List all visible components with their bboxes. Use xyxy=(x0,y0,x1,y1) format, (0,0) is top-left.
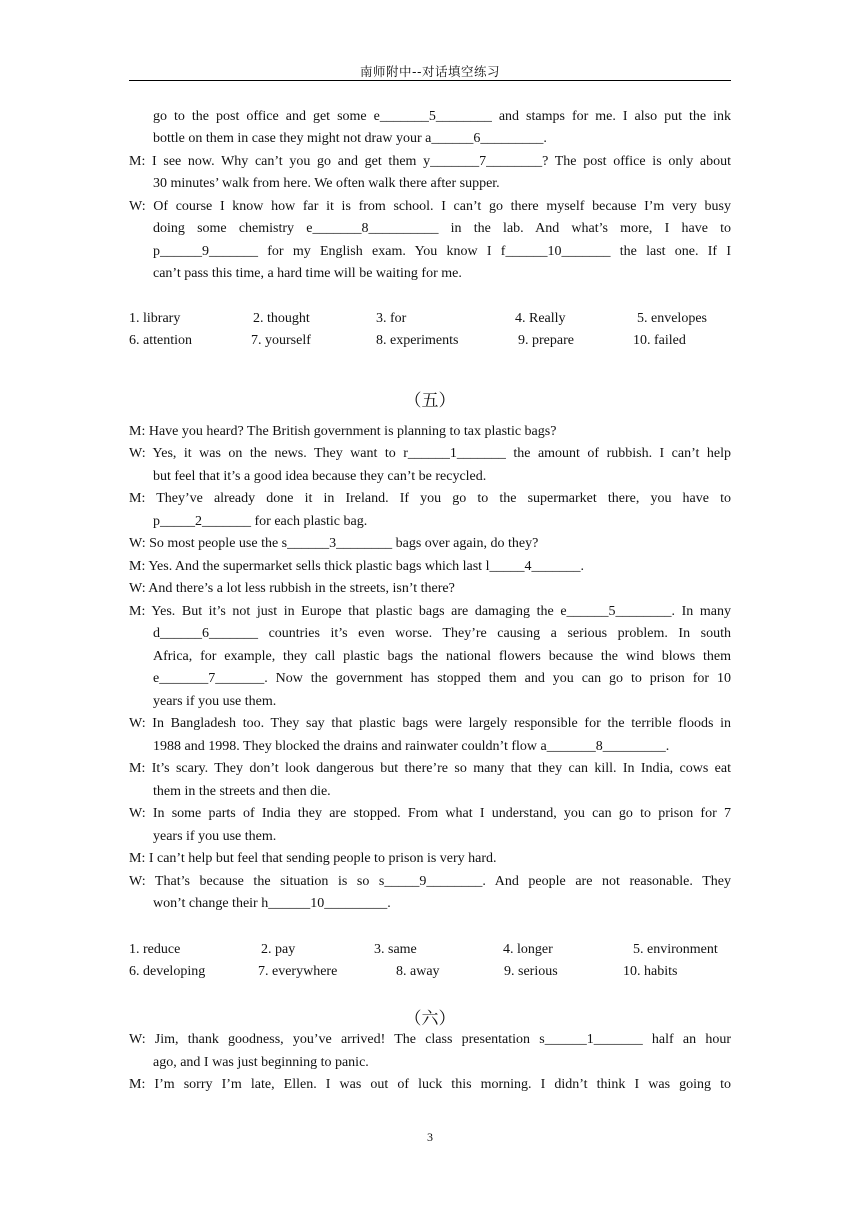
option-item: 6. developing xyxy=(129,964,206,979)
dialogue-line: M: I can’t help but feel that sending people to prison is very hard. xyxy=(129,851,497,866)
option-item: 4. Really xyxy=(515,311,566,326)
dialogue-line: but feel that it’s a good idea because they can’t be recycled. xyxy=(153,469,487,484)
dialogue-line: W: So most people use the s______3________ bags over again, do they? xyxy=(129,536,539,551)
dialogue-line: won’t change their h______10_________. xyxy=(153,896,391,911)
page-number: 3 xyxy=(427,1130,433,1144)
dialogue-line: 1988 and 1998. They blocked the drains and rainwater couldn’t flow a_______8_________. xyxy=(153,739,670,754)
section-heading: （六） xyxy=(404,1009,456,1029)
dialogue-line: W: That’s because the situation is so s_____9________. And people are not reasonable. They xyxy=(129,874,731,889)
dialogue-line: e_______7_______. Now the government has stopped them and you can go to prison for 10 xyxy=(153,671,731,686)
dialogue-line: W: Yes, it was on the news. They want to r______1_______ the amount of rubbish. I can’t help xyxy=(129,446,731,461)
dialogue-line: W: In some parts of India they are stopped. From what I understand, you can go to prison for 7 xyxy=(129,806,731,821)
page-header: 南师附中--对话填空练习 xyxy=(359,64,501,79)
option-item: 10. failed xyxy=(633,333,686,348)
dialogue-line: go to the post office and get some e_______5________ and stamps for me. I also put the ink xyxy=(153,109,731,124)
option-item: 9. prepare xyxy=(518,333,574,348)
option-item: 9. serious xyxy=(504,964,558,979)
dialogue-line: can’t pass this time, a hard time will be waiting for me. xyxy=(153,266,462,281)
dialogue-line: years if you use them. xyxy=(153,829,277,844)
section-heading: （五） xyxy=(404,391,456,411)
option-item: 7. everywhere xyxy=(258,964,338,979)
option-item: 7. yourself xyxy=(251,333,311,348)
dialogue-line: bottle on them in case they might not draw your a______6_________. xyxy=(153,131,547,146)
dialogue-line: M: It’s scary. They don’t look dangerous but there’re so many that they can kill. In India, cows eat xyxy=(129,761,731,776)
dialogue-line: them in the streets and then die. xyxy=(153,784,331,799)
option-item: 8. experiments xyxy=(376,333,459,348)
dialogue-line: W: In Bangladesh too. They say that plastic bags were largely responsible for the terrible floods in xyxy=(129,716,731,731)
dialogue-line: d______6_______ countries it’s even worse. They’re causing a serious problem. In south xyxy=(153,626,731,641)
option-item: 1. reduce xyxy=(129,942,181,957)
option-item: 4. longer xyxy=(503,942,553,957)
dialogue-line: M: Yes. But it’s not just in Europe that plastic bags are damaging the e______5________. In many xyxy=(129,604,731,619)
option-item: 6. attention xyxy=(129,333,192,348)
option-item: 2. pay xyxy=(261,942,296,957)
option-item: 2. thought xyxy=(253,311,310,326)
option-item: 5. envelopes xyxy=(637,311,707,326)
dialogue-line: M: I’m sorry I’m late, Ellen. I was out of luck this morning. I didn’t think I was going to xyxy=(129,1077,731,1092)
dialogue-line: M: They’ve already done it in Ireland. If you go to the supermarket there, you have to xyxy=(129,491,731,506)
option-item: 3. same xyxy=(374,942,417,957)
option-item: 8. away xyxy=(396,964,440,979)
option-item: 10. habits xyxy=(623,964,678,979)
option-item: 3. for xyxy=(376,311,407,326)
dialogue-line: W: And there’s a lot less rubbish in the streets, isn’t there? xyxy=(129,581,455,596)
option-item: 1. library xyxy=(129,311,181,326)
dialogue-line: Africa, for example, they call plastic bags the national flowers because the wind blows them xyxy=(153,649,731,664)
option-item: 5. environment xyxy=(633,942,718,957)
dialogue-line: M: Yes. And the supermarket sells thick plastic bags which last l_____4_______. xyxy=(129,559,584,574)
dialogue-line: p______9_______ for my English exam. You know I f______10_______ the last one. If I xyxy=(153,244,731,259)
dialogue-line: p_____2_______ for each plastic bag. xyxy=(153,514,368,529)
dialogue-line: M: I see now. Why can’t you go and get them y_______7________? The post office is only about xyxy=(129,154,731,169)
dialogue-line: doing some chemistry e_______8__________ in the lab. And what’s more, I have to xyxy=(153,221,731,236)
dialogue-line: ago, and I was just beginning to panic. xyxy=(153,1055,369,1070)
dialogue-line: years if you use them. xyxy=(153,694,277,709)
dialogue-line: M: Have you heard? The British government is planning to tax plastic bags? xyxy=(129,424,557,439)
dialogue-line: 30 minutes’ walk from here. We often walk there after supper. xyxy=(153,176,500,191)
header-rule xyxy=(129,80,731,81)
dialogue-line: W: Jim, thank goodness, you’ve arrived! The class presentation s______1_______ half an hour xyxy=(129,1032,731,1047)
dialogue-line: W: Of course I know how far it is from school. I can’t go there myself because I’m very busy xyxy=(129,199,731,214)
